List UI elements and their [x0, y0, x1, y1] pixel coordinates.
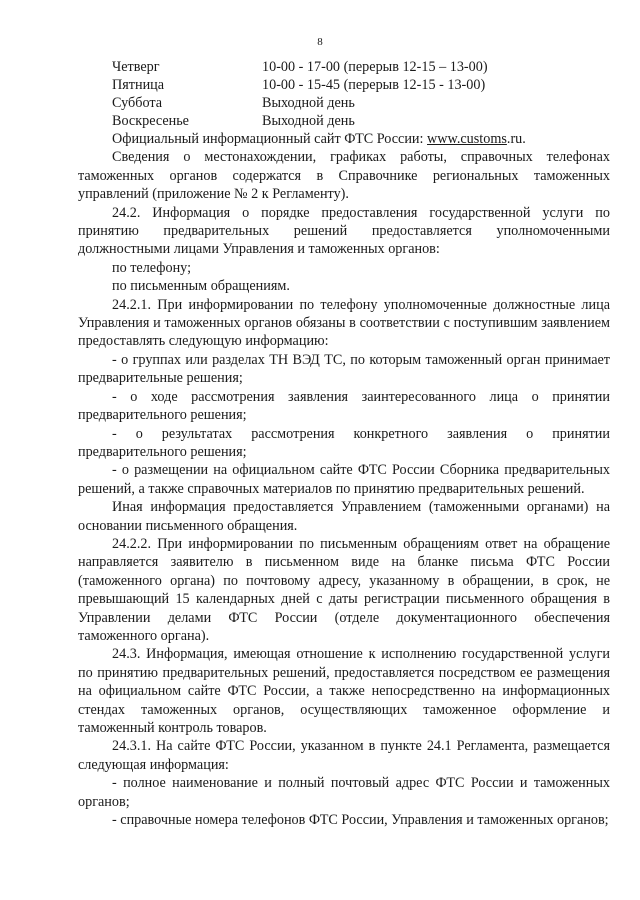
schedule-time: Выходной день	[262, 95, 355, 111]
schedule-day: Суббота	[112, 95, 163, 111]
schedule-row-saturday	[112, 94, 582, 112]
schedule-day: Четверг	[112, 59, 160, 75]
paragraph-24-2: 24.2. Информация о порядке предоставления государственной услуги по принятию предварительных решений предоставляется уполномоченными должностными лицами Управления и таможенных органов:	[78, 204, 610, 258]
paragraph-24-3-1: 24.3.1. На сайте ФТС России, указанном в пункте 24.1 Регламента, размещается следующая информация:	[78, 738, 610, 773]
website-line	[78, 130, 610, 148]
schedule-row-sunday	[112, 112, 582, 130]
customs-website-link[interactable]: www.customs	[427, 131, 507, 147]
document-body	[78, 130, 610, 829]
website-suffix: .ru.	[506, 131, 526, 147]
schedule-table	[112, 58, 582, 130]
list-item-by-phone: по телефону;	[112, 259, 192, 276]
schedule-day: Воскресенье	[112, 113, 189, 129]
list-item-by-letter: по письменным обращениям.	[112, 278, 290, 295]
paragraph-offices-info: Сведения о местонахождении, графиках работы, справочных телефонах таможенных органов содержатся в Справочнике региональных таможенных управлений (приложение № 2 к Регламенту).	[78, 149, 610, 203]
paragraph-other-info: Иная информация предоставляется Управлением (таможенными органами) на основании письменного обращения.	[78, 499, 610, 534]
list-item-phones: - справочные номера телефонов ФТС России, Управления и таможенных органов;	[112, 812, 609, 829]
list-item-placement: - о размещении на официальном сайте ФТС России Сборника предварительных решений, а также справочных материалов по принятию предварительных решений.	[78, 462, 610, 497]
schedule-time: 10-00 - 15-45 (перерыв 12-15 - 13-00)	[262, 77, 486, 93]
list-item-groups: - о группах или разделах ТН ВЭД ТС, по которым таможенный орган принимает предварительные решения;	[78, 351, 610, 387]
paragraph-24-3: 24.3. Информация, имеющая отношение к исполнению государственной услуги по принятию предварительных решений, предоставляется посредством ее размещения на официальном сайте ФТС России, а также непосредственно на информационных стендах таможенных органов, осуществляющих таможенное оформление и таможенный контроль товаров.	[78, 646, 610, 736]
schedule-time: 10-00 - 17-00 (перерыв 12-15 – 13-00)	[262, 59, 488, 75]
list-item-results: - о результатах рассмотрения конкретного заявления о принятии предварительного решения;	[78, 425, 610, 460]
paragraph-24-2-1: 24.2.1. При информировании по телефону уполномоченные должностные лица Управления и таможенных органов обязаны в соответствии с поступившим заявлением предоставлять следующую информацию:	[78, 296, 610, 350]
schedule-day: Пятница	[112, 77, 165, 93]
schedule-time: Выходной день	[262, 113, 355, 129]
schedule-row-thursday	[112, 58, 582, 76]
page-number: 8	[317, 36, 323, 48]
list-item-progress: - о ходе рассмотрения заявления заинтересованного лица о принятии предварительного решения;	[78, 388, 610, 424]
list-item-full-name: - полное наименование и полный почтовый адрес ФТС России и таможенных органов;	[78, 775, 610, 810]
website-label: Официальный информационный сайт ФТС России:	[112, 131, 428, 147]
paragraph-24-2-2: 24.2.2. При информировании по письменным обращениям ответ на обращение направляется заявителю в письменном виде на бланке письма ФТС России (таможенного органа) по почтовому адресу, указанному в обращении, в срок, не превышающий 15 календарных дней с даты регистрации письменного обращения в Управлении делами ФТС России (отделе документационного обеспечения таможенного органа).	[78, 535, 610, 644]
schedule-row-friday	[112, 76, 582, 94]
